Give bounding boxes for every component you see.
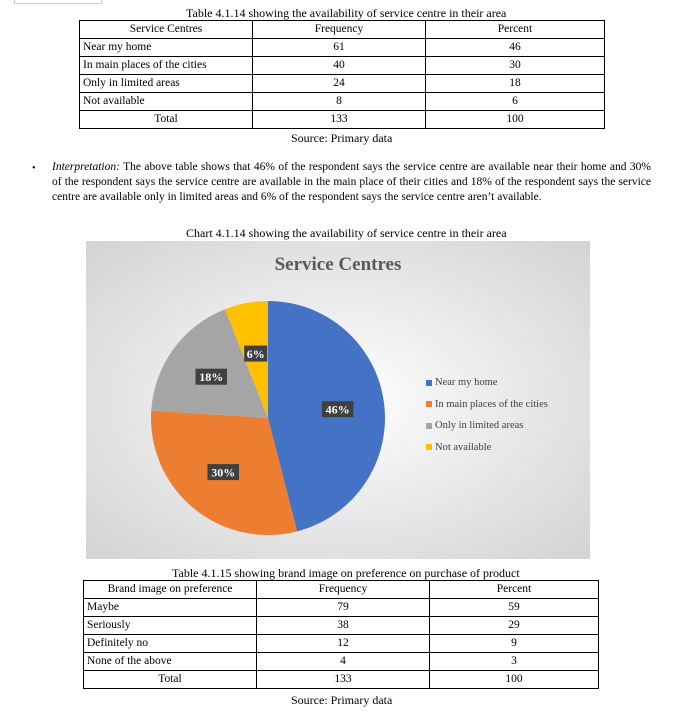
table1-header-cell: Service Centres	[80, 21, 253, 39]
legend-item	[426, 394, 548, 416]
table-cell: 38	[257, 617, 430, 635]
pie-data-label	[196, 369, 228, 385]
table-cell: 29	[430, 617, 599, 635]
table-cell: Maybe	[84, 599, 257, 617]
table-cell: 18	[426, 75, 605, 93]
pie-data-label	[322, 401, 354, 417]
legend-swatch	[426, 423, 432, 429]
table-row	[84, 653, 599, 671]
table-cell: Total	[80, 111, 253, 129]
table-cell: 9	[430, 635, 599, 653]
interpretation-paragraph	[52, 160, 651, 205]
chart-caption: Chart 4.1.14 showing the availability of service centre in their area	[186, 226, 507, 240]
table-cell: 133	[257, 671, 430, 689]
table2	[83, 580, 599, 689]
table-row	[80, 57, 605, 75]
table2-source: Source: Primary data	[291, 693, 393, 707]
interpretation-lead: Interpretation:	[52, 161, 120, 173]
pie-data-label	[208, 464, 240, 480]
pie-data-label-text: 46%	[325, 402, 350, 417]
table-cell: 59	[430, 599, 599, 617]
table-row	[84, 599, 599, 617]
table-cell: 46	[426, 39, 605, 57]
legend-label: Not available	[435, 441, 492, 453]
table-cell: 6	[426, 93, 605, 111]
table2-caption: Table 4.1.15 showing brand image on preference on purchase of product	[172, 566, 520, 580]
table-cell: None of the above	[84, 653, 257, 671]
table-cell: Definitely no	[84, 635, 257, 653]
legend-swatch	[426, 444, 432, 450]
table-cell: Only in limited areas	[80, 75, 253, 93]
table-cell: 133	[253, 111, 426, 129]
bullet-icon: •	[32, 163, 36, 174]
legend-label: Only in limited areas	[435, 420, 524, 432]
table1-caption: Table 4.1.14 showing the availability of service centre in their area	[186, 6, 507, 20]
table-cell: 100	[426, 111, 605, 129]
table-cell: 100	[430, 671, 599, 689]
table-cell: In main places of the cities	[80, 57, 253, 75]
table-row	[80, 93, 605, 111]
page-top-line	[14, 0, 102, 4]
table-cell: 24	[253, 75, 426, 93]
table2-total-row	[84, 671, 599, 689]
legend-item	[426, 372, 548, 394]
table-cell: 79	[257, 599, 430, 617]
legend-swatch	[426, 380, 432, 386]
legend-swatch	[426, 401, 432, 407]
table2-header-cell: Percent	[430, 581, 599, 599]
table1-header-cell: Frequency	[253, 21, 426, 39]
pie-data-label	[244, 346, 267, 362]
table2-header-cell: Frequency	[257, 581, 430, 599]
table-cell: 61	[253, 39, 426, 57]
table1-source: Source: Primary data	[291, 131, 393, 145]
chart-legend	[426, 372, 548, 458]
table-cell: 40	[253, 57, 426, 75]
chart-title: Service Centres	[274, 254, 402, 275]
table-cell: 8	[253, 93, 426, 111]
table-cell: 4	[257, 653, 430, 671]
table-cell: Seriously	[84, 617, 257, 635]
legend-label: Near my home	[435, 377, 498, 389]
table2-header-cell: Brand image on preference	[84, 581, 257, 599]
table-cell: Near my home	[80, 39, 253, 57]
pie-data-label-text: 30%	[211, 465, 236, 480]
table-row	[84, 617, 599, 635]
pie-data-label-text: 18%	[199, 370, 224, 385]
table-row	[80, 75, 605, 93]
table1-total-row	[80, 111, 605, 129]
table-cell: 3	[430, 653, 599, 671]
pie-data-label-text: 6%	[246, 347, 265, 362]
table1-header-cell: Percent	[426, 21, 605, 39]
table-cell: Total	[84, 671, 257, 689]
table1-header-row	[80, 21, 605, 39]
legend-item	[426, 437, 548, 459]
table-cell: Not available	[80, 93, 253, 111]
legend-label: In main places of the cities	[435, 398, 548, 410]
table-cell: 30	[426, 57, 605, 75]
table-row	[80, 39, 605, 57]
interpretation-text: The above table shows that 46% of the respondent says the service centre are available near their home and 30% of the respondent says the service centre are available in the main place of their cities and 18% of the respondent says the service centre are available only in limited areas and 6% of the respondent says the service centre aren’t available.	[52, 161, 651, 203]
table-row	[84, 635, 599, 653]
pie-slices	[151, 301, 385, 535]
table2-header-row	[84, 581, 599, 599]
legend-item	[426, 415, 548, 437]
table-cell: 12	[257, 635, 430, 653]
table1	[79, 20, 605, 129]
